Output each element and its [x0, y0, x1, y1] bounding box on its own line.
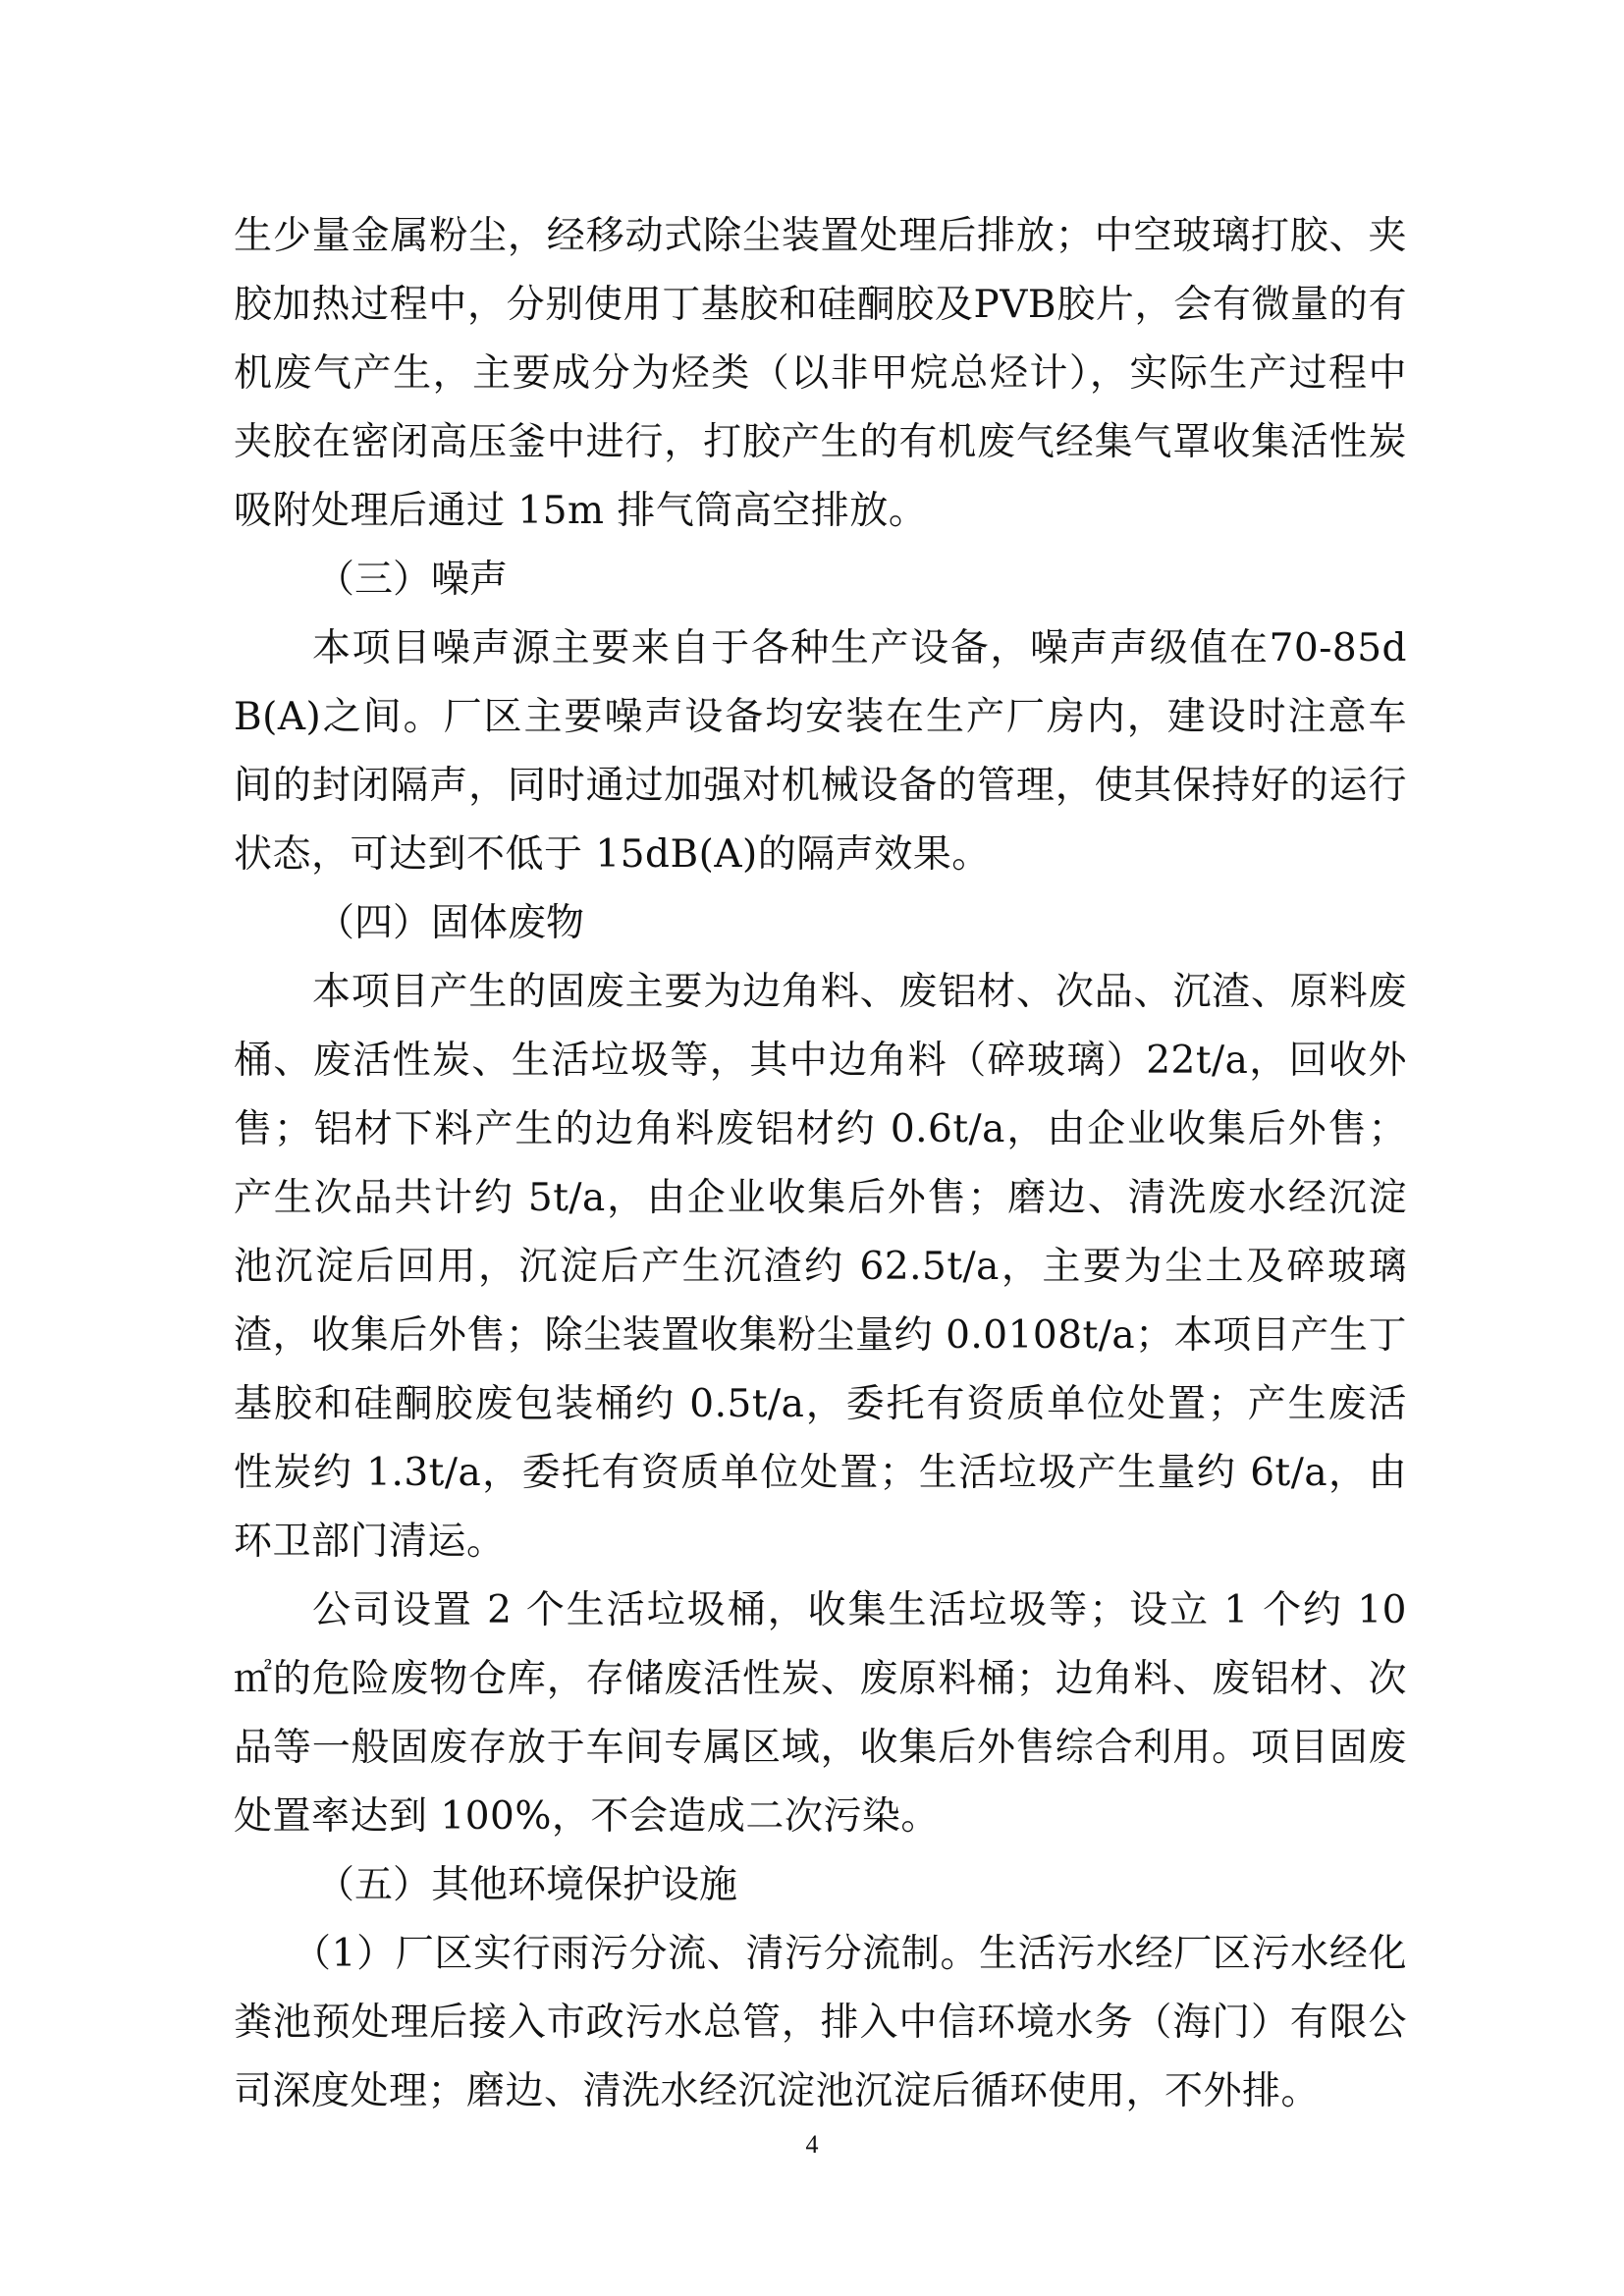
page-number: 4: [805, 2130, 819, 2159]
heading-solid-waste: （四）固体废物: [316, 901, 585, 945]
paragraph-noise: 本项目噪声源主要来自于各种生产设备，噪声声级值在70-85dB(A)之间。厂区主要噪声设备均安装在生产厂房内，建设时注意车间的封闭隔声，同时通过加强对机械设备的管理，使其保持好的运行状态，可达到不低于 15dB(A)的隔声效果。: [234, 626, 1407, 877]
document-body: [234, 202, 1407, 2126]
paragraph-solid-waste: 本项目产生的固废主要为边角料、废铝材、次品、沉渣、原料废桶、废活性炭、生活垃圾等，其中边角料（碎玻璃）22t/a，回收外售；铝材下料产生的边角料废铝材约 0.6t/a，由企业收集后外售；产生次品共计约 5t/a，由企业收集后外售；磨边、清洗废水经沉淀池沉淀后回用，沉淀后产生沉渣约 62.5t/a，主要为尘土及碎玻璃渣，收集后外售；除尘装置收集粉尘量约 0.0108t/a；本项目产生丁基胶和硅酮胶废包装桶约 0.5t/a，委托有资质单位处置；产生废活性炭约 1.3t/a，委托有资质单位处置；生活垃圾产生量约 6t/a，由环卫部门清运。: [234, 970, 1407, 1564]
heading-noise: （三）噪声: [316, 558, 509, 602]
paragraph-water-drainage: （1）厂区实行雨污分流、清污分流制。生活污水经厂区污水经化粪池预处理后接入市政污水总管，排入中信环境水务（海门）有限公司深度处理；磨边、清洗水经沉淀池沉淀后循环使用，不外排。: [234, 1932, 1407, 2113]
heading-other-facilities: （五）其他环境保护设施: [316, 1863, 738, 1907]
paragraph-waste-storage: 公司设置 2 个生活垃圾桶，收集生活垃圾等；设立 1 个约 10 ㎡的危险废物仓库，存储废活性炭、废原料桶；边角料、废铝材、次品等一般固废存放于车间专属区域，收集后外售综合利用。项目固废处置率达到 100%，不会造成二次污染。: [234, 1588, 1407, 1839]
paragraph-waste-gas: 生少量金属粉尘，经移动式除尘装置处理后排放；中空玻璃打胶、夹胶加热过程中，分别使用丁基胶和硅酮胶及PVB胶片，会有微量的有机废气产生，主要成分为烃类（以非甲烷总烃计），实际生产过程中夹胶在密闭高压釜中进行，打胶产生的有机废气经集气罩收集活性炭吸附处理后通过 15m 排气筒高空排放。: [234, 214, 1407, 533]
